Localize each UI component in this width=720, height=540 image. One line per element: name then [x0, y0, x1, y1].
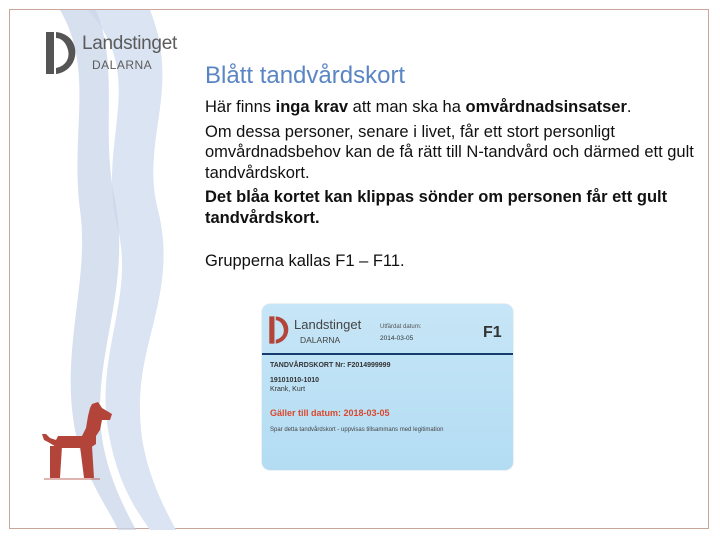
card-issued-label: Utfärdat datum:: [380, 324, 422, 330]
card-logo-line2: DALARNA: [300, 335, 341, 345]
card-issued-value: 2014-03-05: [380, 335, 414, 342]
logo-mark-icon: [44, 30, 78, 76]
text: att man ska ha: [348, 98, 466, 116]
card-logo-line1: Landstinget: [294, 317, 362, 332]
card-note: Spar detta tandvårdskort - uppvisas tillsammans med legitimation: [270, 427, 444, 433]
card-group: F1: [483, 324, 502, 341]
bold-text: inga krav: [275, 98, 349, 116]
card-personal-number: 19101010-1010: [270, 377, 320, 384]
text: Här finns: [205, 98, 276, 116]
slide-body: [205, 97, 695, 276]
card-type-number: TANDVÅRDSKORT Nr: F2014999999: [270, 362, 391, 369]
card-divider: [262, 353, 513, 355]
card-holder-name: Krank, Kurt: [270, 386, 306, 393]
logo-line2: DALARNA: [92, 58, 153, 72]
landstinget-logo: [44, 30, 177, 78]
dala-horse-icon: [36, 400, 116, 482]
card-valid-until: Gäller till datum: 2018-03-05: [270, 408, 390, 418]
logo-line1: Landstinget: [82, 33, 177, 54]
bold-text: Det blåa kortet kan klippas sönder om personen får ett gult tandvårdskort.: [205, 188, 668, 227]
paragraph-groups: Grupperna kallas F1 – F11.: [205, 252, 405, 270]
slide-title: Blått tandvårdskort: [205, 62, 406, 89]
paragraph-requirements: [205, 97, 695, 118]
paragraph-later-life: Om dessa personer, senare i livet, får ett stort personligt omvårdnadsbehov kan de få rätt till N-tandvård och därmed ett gult tandvårdskort.: [205, 122, 694, 182]
card-logo: [268, 313, 388, 353]
bold-text: omvårdnadsinsatser: [465, 98, 627, 116]
text: .: [626, 98, 632, 116]
dental-card-image: [262, 304, 513, 470]
paragraph-card-cut: [205, 187, 695, 228]
card-logo-mark-icon: [268, 313, 290, 347]
